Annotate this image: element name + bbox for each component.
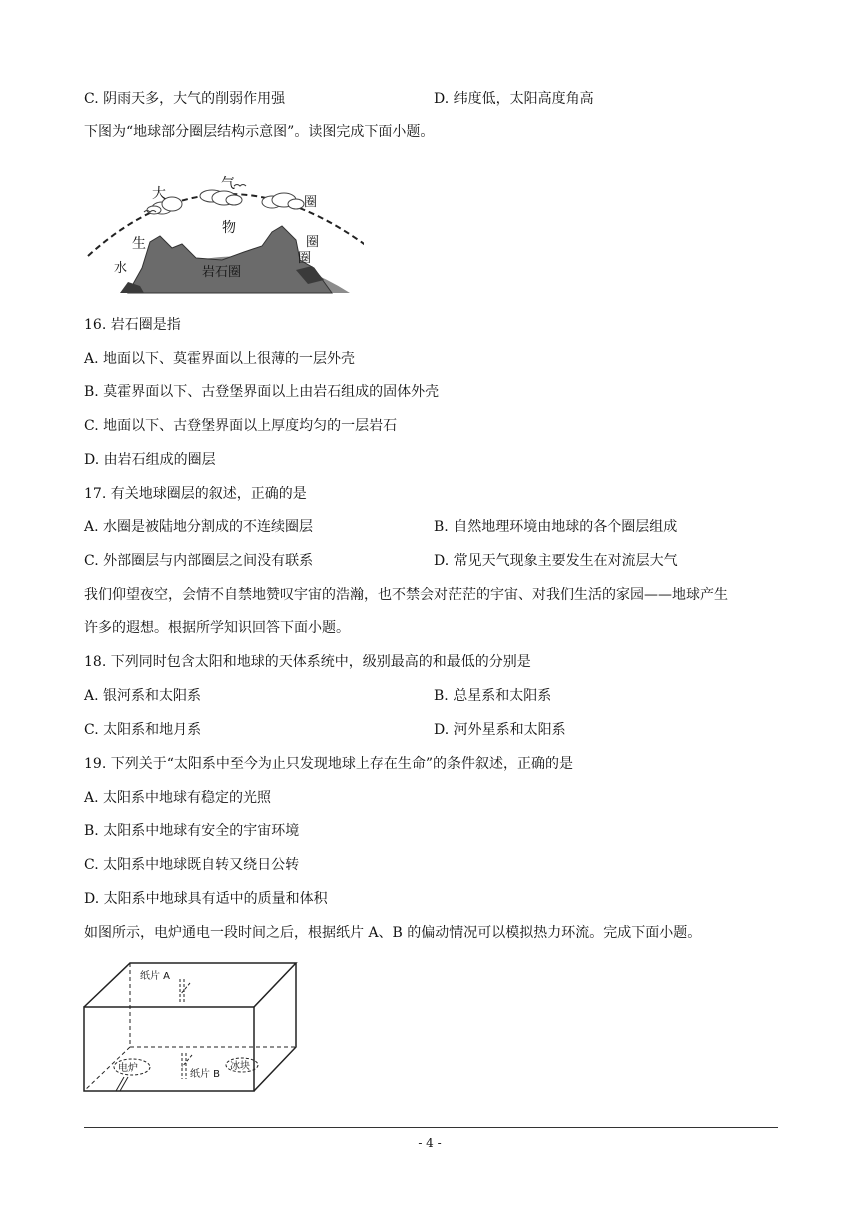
q16-option-c: C. 地面以下、古登堡界面以上厚度均匀的一层岩石	[84, 418, 398, 434]
q17-option-a: A. 水圈是被陆地分割成的不连续圈层	[84, 519, 314, 535]
q18-option-c: C. 太阳系和地月系	[84, 722, 202, 738]
label-paper-a: 纸片 A	[140, 971, 171, 982]
q18-stem: 18. 下列同时包含太阳和地球的天体系统中，级别最高的和最低的分别是	[84, 654, 531, 670]
q17-stem: 17. 有关地球圈层的叙述，正确的是	[84, 486, 307, 502]
q18-option-d: D. 河外星系和太阳系	[434, 722, 566, 738]
thermal-circulation-figure	[80, 955, 302, 1095]
box-top	[84, 963, 296, 1007]
page-number: - 4 -	[418, 1136, 442, 1150]
label-da: 大	[152, 186, 166, 202]
intro-thermal-circulation: 如图所示，电炉通电一段时间之后，根据纸片 A、B 的偏动情况可以模拟热力环流。完成下面小题。	[84, 925, 702, 941]
label-ice: 冰块	[230, 1061, 250, 1072]
q16-stem: 16. 岩石圈是指	[84, 317, 181, 333]
intro-universe-line2: 许多的遐想。根据所学知识回答下面小题。	[84, 620, 350, 636]
q16-option-b: B. 莫霍界面以下、古登堡界面以上由岩石组成的固体外壳	[84, 384, 440, 400]
q15-option-d: D. 纬度低，太阳高度角高	[434, 91, 594, 107]
label-shui: 水	[114, 261, 128, 276]
earth-spheres-figure	[84, 160, 364, 300]
intro-universe-line1: 我们仰望夜空，会情不自禁地赞叹宇宙的浩瀚，也不禁会对茫茫的宇宙、对我们生活的家园——地球产生	[84, 587, 728, 603]
label-quan-top: 圈	[304, 195, 318, 210]
label-rock-sphere: 岩石圈	[202, 265, 242, 280]
footer-divider	[84, 1127, 778, 1128]
q17-option-c: C. 外部圈层与内部圈层之间没有联系	[84, 553, 314, 569]
label-qi: 气	[221, 176, 235, 192]
label-sheng: 生	[132, 236, 146, 252]
box-right	[254, 963, 296, 1091]
q15-option-c: C. 阴雨天多，大气的削弱作用强	[84, 91, 286, 107]
cloud-icon	[200, 190, 242, 205]
label-wu: 物	[222, 220, 236, 236]
paper-a-icon	[180, 979, 190, 1003]
q17-option-b: B. 自然地理环境由地球的各个圈层组成	[434, 519, 678, 535]
q19-option-a: A. 太阳系中地球有稳定的光照	[84, 790, 272, 806]
label-quan-low: 圈	[298, 251, 312, 266]
q19-option-b: B. 太阳系中地球有安全的宇宙环境	[84, 823, 300, 839]
bird-icon	[234, 185, 246, 187]
q16-option-d: D. 由岩石组成的圈层	[84, 452, 216, 468]
q18-option-b: B. 总星系和太阳系	[434, 688, 552, 704]
label-quan-mid: 圈	[306, 235, 320, 250]
cloud-icon	[262, 193, 304, 209]
q18-option-a: A. 银河系和太阳系	[84, 688, 202, 704]
intro-figure1: 下图为“地球部分圈层结构示意图”。读图完成下面小题。	[84, 124, 435, 140]
q19-option-c: C. 太阳系中地球既自转又绕日公转	[84, 857, 300, 873]
stove-cord-icon	[116, 1077, 128, 1091]
q19-stem: 19. 下列关于“太阳系中至今为止只发现地球上存在生命”的条件叙述，正确的是	[84, 756, 574, 772]
label-paper-b: 纸片 B	[190, 1069, 221, 1080]
q16-option-a: A. 地面以下、莫霍界面以上很薄的一层外壳	[84, 351, 356, 367]
q17-option-d: D. 常见天气现象主要发生在对流层大气	[434, 553, 678, 569]
q19-option-d: D. 太阳系中地球具有适中的质量和体积	[84, 891, 328, 907]
box-front	[84, 1007, 254, 1091]
label-stove: 电炉	[118, 1063, 138, 1074]
